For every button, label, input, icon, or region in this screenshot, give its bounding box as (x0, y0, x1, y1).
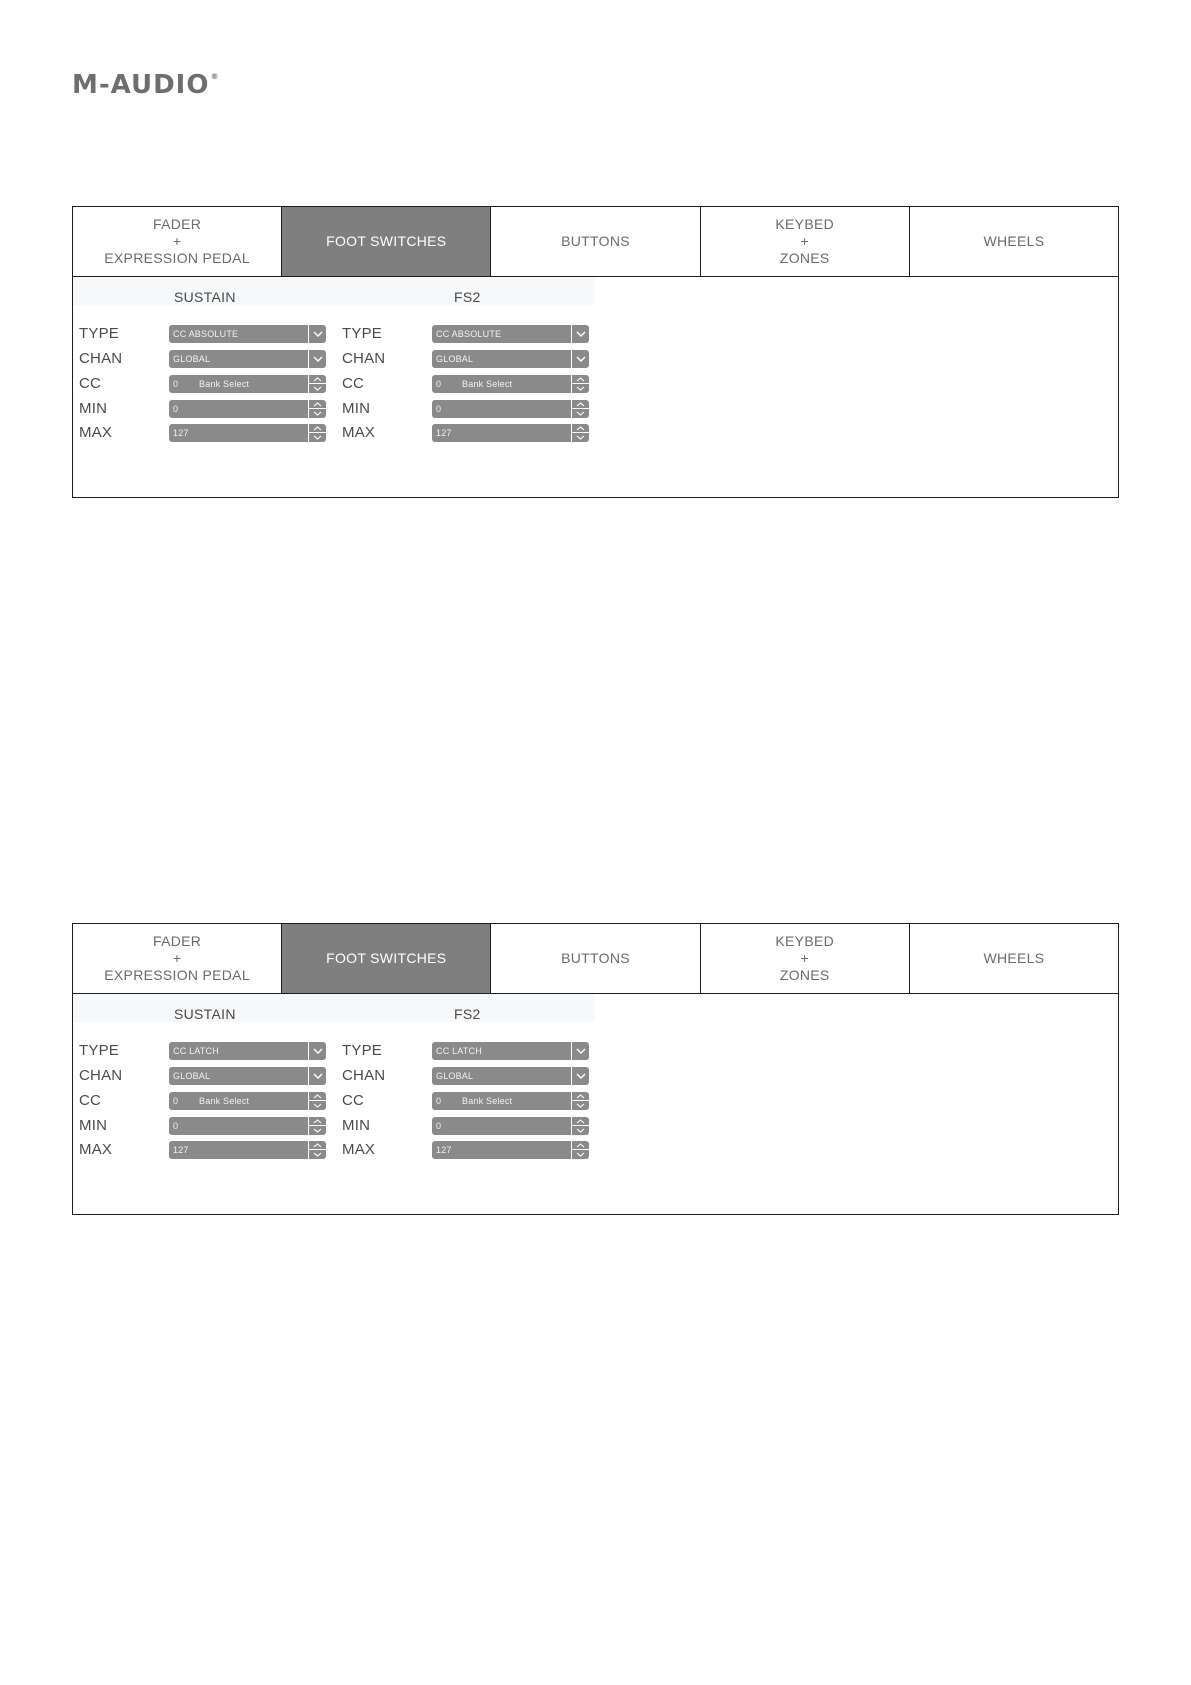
panel-content (73, 994, 1118, 1216)
chevron-down-icon[interactable] (572, 384, 589, 393)
row-label-type: TYPE (342, 325, 382, 342)
m-audio-logo: M-AUDIO® (72, 70, 220, 100)
chevron-up-icon[interactable] (309, 1141, 326, 1150)
row-label-cc: CC (342, 1092, 365, 1109)
row-label-max: MAX (79, 424, 113, 441)
channel-dropdown[interactable] (169, 350, 326, 368)
chevron-up-icon[interactable] (309, 375, 326, 384)
stepper-buttons (571, 375, 589, 393)
chevron-up-icon[interactable] (572, 1141, 589, 1150)
cc-stepper[interactable] (432, 375, 589, 393)
chevron-down-icon[interactable] (309, 409, 326, 418)
cc-stepper[interactable] (169, 375, 326, 393)
type-value: CC LATCH (173, 1046, 219, 1056)
chevron-down-icon[interactable] (309, 433, 326, 442)
chevron-down-icon[interactable] (308, 1042, 326, 1060)
cc-number: 0 (436, 1096, 442, 1106)
chevron-down-icon[interactable] (572, 409, 589, 418)
stepper-buttons (308, 1117, 326, 1135)
cc-value (432, 1096, 571, 1106)
max-value: 127 (436, 428, 452, 438)
channel-dropdown[interactable] (432, 1067, 589, 1085)
cc-name: Bank Select (199, 1096, 250, 1106)
type-dropdown[interactable] (169, 1042, 326, 1060)
row-label-type: TYPE (79, 1042, 119, 1059)
chevron-down-icon[interactable] (571, 325, 589, 343)
chevron-up-icon[interactable] (572, 1092, 589, 1101)
row-label-chan: CHAN (79, 1067, 123, 1084)
chevron-down-icon[interactable] (308, 325, 326, 343)
foot-switch-settings-panel (72, 923, 1119, 1215)
tab-bar (73, 924, 1118, 994)
chevron-down-icon[interactable] (309, 1126, 326, 1135)
chevron-down-icon[interactable] (571, 1067, 589, 1085)
min-stepper[interactable] (169, 1117, 326, 1135)
chan-value: GLOBAL (173, 354, 211, 364)
row-label-cc: CC (342, 375, 365, 392)
cc-stepper[interactable] (432, 1092, 589, 1110)
chevron-down-icon[interactable] (309, 384, 326, 393)
chevron-down-icon[interactable] (571, 1042, 589, 1060)
max-stepper[interactable] (432, 1141, 589, 1159)
max-stepper[interactable] (432, 424, 589, 442)
chevron-up-icon[interactable] (572, 1117, 589, 1126)
chan-value: GLOBAL (436, 1071, 474, 1081)
tab-keybed[interactable]: KEYBED + ZONES (701, 207, 910, 276)
stepper-buttons (308, 400, 326, 418)
chevron-down-icon[interactable] (572, 1150, 589, 1159)
tab-wheels[interactable]: WHEELS (983, 950, 1045, 966)
max-stepper[interactable] (169, 424, 326, 442)
row-label-chan: CHAN (79, 350, 123, 367)
stepper-buttons (571, 424, 589, 442)
min-value: 0 (173, 404, 179, 414)
row-label-cc: CC (79, 375, 102, 392)
panel-content (73, 277, 1118, 499)
chevron-up-icon[interactable] (309, 1092, 326, 1101)
tab-foot-switches[interactable]: FOOT SWITCHES (282, 924, 491, 993)
row-label-cc: CC (79, 1092, 102, 1109)
type-dropdown[interactable] (169, 325, 326, 343)
min-stepper[interactable] (432, 1117, 589, 1135)
cc-number: 0 (173, 1096, 179, 1106)
min-stepper[interactable] (432, 400, 589, 418)
chan-value: GLOBAL (436, 354, 474, 364)
max-value: 127 (173, 1145, 189, 1155)
tab-foot-switches[interactable]: FOOT SWITCHES (282, 207, 491, 276)
foot-switch-settings-panel (72, 206, 1119, 498)
stepper-buttons (308, 1141, 326, 1159)
tab-fader[interactable]: FADER + EXPRESSION PEDAL (73, 207, 282, 276)
chevron-down-icon[interactable] (571, 350, 589, 368)
column-title: FS2 (454, 1006, 481, 1022)
tab-fader[interactable]: FADER + EXPRESSION PEDAL (73, 924, 282, 993)
row-label-min: MIN (79, 1117, 108, 1134)
min-value: 0 (436, 1121, 442, 1131)
row-label-min: MIN (342, 400, 371, 417)
chevron-down-icon[interactable] (572, 1126, 589, 1135)
type-value: CC ABSOLUTE (436, 329, 502, 339)
chevron-up-icon[interactable] (309, 424, 326, 433)
column-title: SUSTAIN (174, 289, 236, 305)
cc-name: Bank Select (199, 379, 250, 389)
tab-buttons[interactable]: BUTTONS (491, 924, 700, 993)
cc-name: Bank Select (462, 379, 513, 389)
max-value: 127 (436, 1145, 452, 1155)
row-label-min: MIN (342, 1117, 371, 1134)
chevron-up-icon[interactable] (309, 1117, 326, 1126)
row-label-max: MAX (342, 1141, 376, 1158)
chevron-down-icon[interactable] (572, 1101, 589, 1110)
row-label-type: TYPE (342, 1042, 382, 1059)
tab-buttons[interactable]: BUTTONS (491, 207, 700, 276)
stepper-buttons (308, 375, 326, 393)
row-label-chan: CHAN (342, 1067, 386, 1084)
cc-name: Bank Select (462, 1096, 513, 1106)
type-value: CC LATCH (436, 1046, 482, 1056)
column-title: FS2 (454, 289, 481, 305)
type-dropdown[interactable] (432, 1042, 589, 1060)
tab-wheels[interactable]: WHEELS (983, 233, 1045, 249)
type-value: CC ABSOLUTE (173, 329, 239, 339)
row-label-max: MAX (79, 1141, 113, 1158)
cc-number: 0 (436, 379, 442, 389)
chevron-down-icon[interactable] (308, 1067, 326, 1085)
tab-bar (73, 207, 1118, 277)
cc-value (169, 379, 308, 389)
cc-value (169, 1096, 308, 1106)
cc-value (432, 379, 571, 389)
chevron-up-icon[interactable] (572, 424, 589, 433)
chevron-up-icon[interactable] (309, 400, 326, 409)
max-value: 127 (173, 428, 189, 438)
max-stepper[interactable] (169, 1141, 326, 1159)
row-label-min: MIN (79, 400, 108, 417)
cc-number: 0 (173, 379, 179, 389)
stepper-buttons (308, 1092, 326, 1110)
chan-value: GLOBAL (173, 1071, 211, 1081)
stepper-buttons (571, 1092, 589, 1110)
min-stepper[interactable] (169, 400, 326, 418)
column-header-strip (73, 994, 595, 1022)
channel-dropdown[interactable] (432, 350, 589, 368)
column-title: SUSTAIN (174, 1006, 236, 1022)
column-header-strip (73, 277, 595, 305)
stepper-buttons (571, 400, 589, 418)
row-label-max: MAX (342, 424, 376, 441)
tab-keybed[interactable]: KEYBED + ZONES (701, 924, 910, 993)
chevron-up-icon[interactable] (572, 400, 589, 409)
channel-dropdown[interactable] (169, 1067, 326, 1085)
min-value: 0 (436, 404, 442, 414)
stepper-buttons (308, 424, 326, 442)
row-label-type: TYPE (79, 325, 119, 342)
row-label-chan: CHAN (342, 350, 386, 367)
chevron-up-icon[interactable] (572, 375, 589, 384)
chevron-down-icon[interactable] (572, 433, 589, 442)
type-dropdown[interactable] (432, 325, 589, 343)
min-value: 0 (173, 1121, 179, 1131)
chevron-down-icon[interactable] (309, 1101, 326, 1110)
cc-stepper[interactable] (169, 1092, 326, 1110)
stepper-buttons (571, 1141, 589, 1159)
stepper-buttons (571, 1117, 589, 1135)
chevron-down-icon[interactable] (308, 350, 326, 368)
chevron-down-icon[interactable] (309, 1150, 326, 1159)
